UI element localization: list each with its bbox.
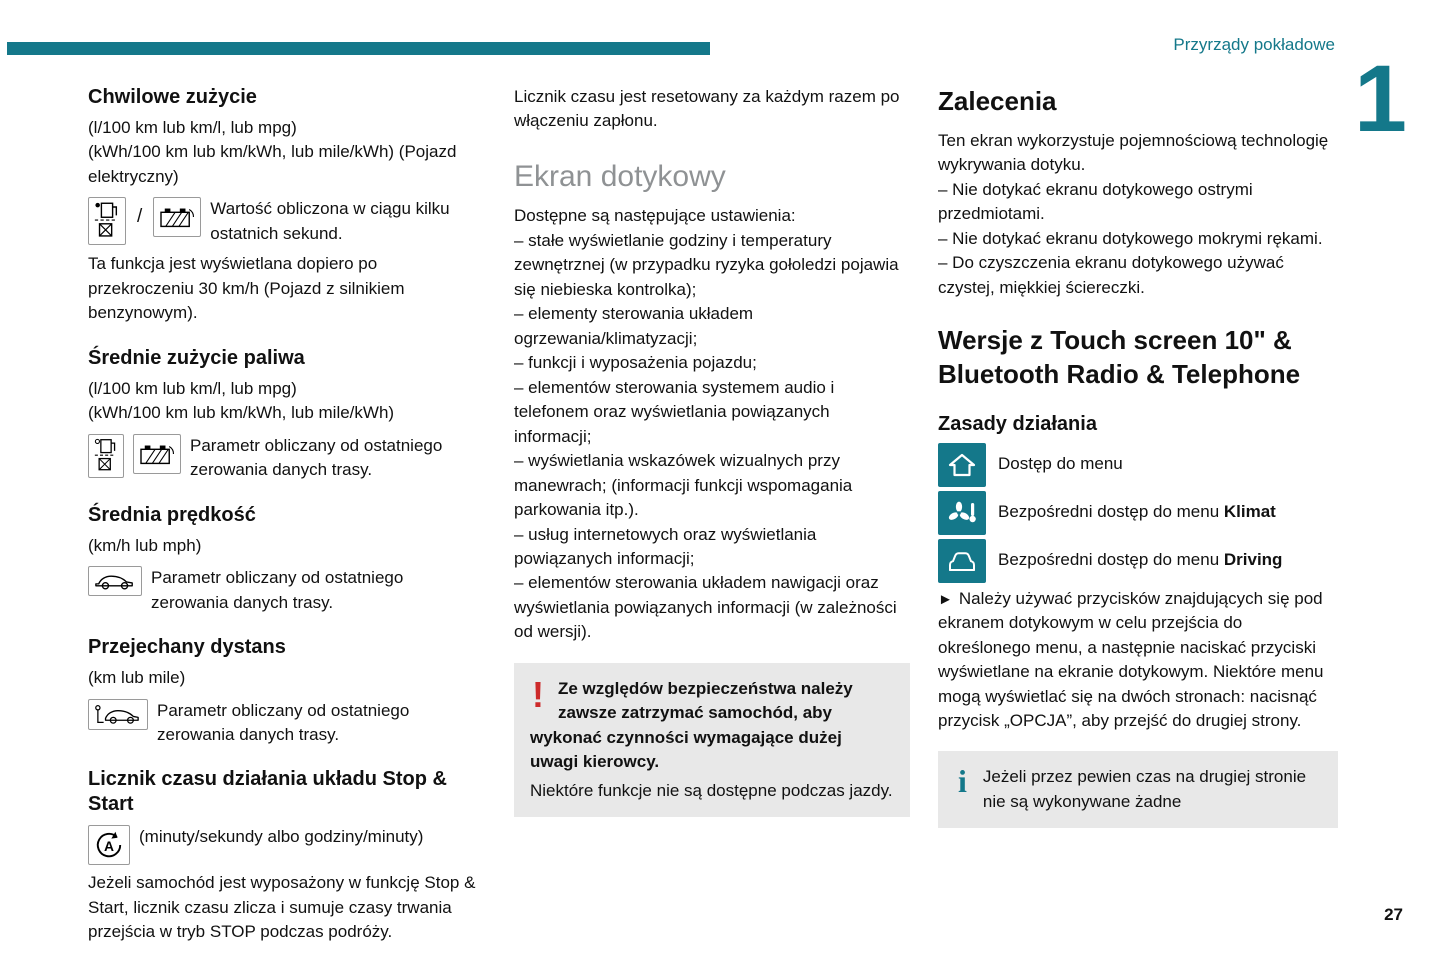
menu-driving-row (938, 539, 1338, 583)
heading-chwilowe-zuzycie: Chwilowe zużycie (88, 86, 257, 108)
battery-icon (153, 197, 201, 237)
bullet-item: – wyświetlania wskazówek wizualnych przy manewrach; (informacji funkcji wspomagania parkowania itp.). (514, 451, 853, 520)
home-icon (938, 443, 986, 487)
header-rule (7, 42, 710, 55)
svg-text:A: A (103, 838, 115, 855)
heading-srednie-zuzycie: Średnie zużycie paliwa (88, 346, 305, 369)
info-box (938, 751, 1338, 828)
pointer-icon: ► (938, 590, 953, 608)
pictogram-caption: Wartość obliczona w ciągu kilku ostatnich sekund. (210, 199, 450, 243)
paragraph: Dostępne są następujące ustawienia: (514, 206, 796, 226)
pictogram-caption: Parametr obliczany od ostatniego zerowania danych trasy. (151, 568, 404, 612)
heading-przejechany-dystans: Przejechany dystans (88, 636, 286, 659)
unit-line: (l/100 km lub km/l, lub mpg) (88, 378, 297, 398)
page-header-label: Przyrządy pokładowe (1173, 35, 1335, 54)
bullet-item: – Nie dotykać ekranu dotykowego ostrymi przedmiotami. (938, 179, 1253, 224)
page-number: 27 (1384, 905, 1403, 924)
bullet-item: – stałe wyświetlanie godziny i temperatury zewnętrznej (w przypadku ryzyka gołoledzi pojawia się niebieska kontrolka); (514, 230, 899, 299)
menu-row-bold: Klimat (1223, 502, 1276, 522)
pictogram-caption: Parametr obliczany od ostatniego zerowania danych trasy. (190, 435, 443, 480)
paragraph: Licznik czasu jest resetowany za każdym razem po włączeniu zapłonu. (514, 87, 900, 131)
pictogram-row (88, 566, 484, 615)
unit-line: (kWh/100 km lub km/kWh, lub mile/kWh) (88, 403, 395, 423)
column-left (88, 85, 484, 945)
procedure-text: Należy używać przycisków znajdujących się pod ekranem dotykowym w celu przejścia do określonego menu, a następnie naciskać przyciski wyświetlane na ekranie dotykowym. Niektóre menu mogą wyświetlać się na dwóch stronach: nacisnąć przycisk „OPCJA”, aby przejść do drugiej strony. (938, 588, 1324, 731)
info-icon: i (958, 763, 967, 800)
warning-box (514, 663, 910, 817)
warning-bold-text: Ze względów bezpieczeństwa należy zawsze zatrzymać samochód, aby wykonać czynności wymagające dużej uwagi kierowcy. (530, 678, 853, 772)
menu-row-label (998, 548, 1282, 572)
car-side-icon (88, 566, 142, 596)
paragraph: Ten ekran wykorzystuje pojemnościową technologię wykrywania dotyku. (938, 130, 1329, 175)
driving-car-icon (938, 539, 986, 583)
heading-zalecenia: Zalecenia (938, 86, 1057, 116)
heading-licznik-stop-start: Licznik czasu działania układu Stop & Start (88, 768, 447, 816)
fuel-pump-icon (88, 197, 126, 245)
paragraph: Ta funkcja jest wyświetlana dopiero po przekroczeniu 30 km/h (Pojazd z silnikiem benzynowym). (88, 254, 405, 323)
battery-icon (133, 434, 181, 474)
bullet-item: – elementy sterowania układem ogrzewania/klimatyzacji; (514, 304, 754, 348)
bullet-item: – usług internetowych oraz wyświetlania powiązanych informacji; (514, 524, 817, 568)
heading-srednia-predkosc: Średnia prędkość (88, 503, 256, 526)
car-distance-icon (88, 699, 148, 730)
unit-line: (l/100 km lub km/l, lub mpg) (88, 118, 297, 137)
menu-row-text: Bezpośredni dostęp do menu (998, 550, 1224, 570)
menu-climate-row (938, 491, 1338, 535)
fuel-pump-icon (88, 434, 124, 478)
menu-access-row (938, 443, 1338, 487)
chapter-number: 1 (1354, 46, 1407, 152)
unit-line: (km lub mile) (88, 668, 186, 688)
menu-row-text: Bezpośredni dostęp do menu (998, 502, 1224, 522)
slash-separator: / (137, 206, 143, 228)
menu-row-bold: Driving (1223, 550, 1283, 570)
heading-wersje-touchscreen: Wersje z Touch screen 10" & Bluetooth Radio & Telephone (938, 325, 1301, 389)
pictogram-caption: (minuty/sekundy albo godziny/minuty) (139, 827, 424, 847)
paragraph: Jeżeli samochód jest wyposażony w funkcję Stop & Start, licznik czasu zlicza i sumuje czasy trwania przejścia w tryb STOP podczas podróży. (88, 873, 476, 942)
heading-zasady-dzialania: Zasady działania (938, 412, 1097, 435)
heading-ekran-dotykowy: Ekran dotykowy (514, 159, 726, 193)
unit-line: (km/h lub mph) (88, 535, 202, 555)
stop-start-icon (88, 825, 130, 865)
pictogram-row (88, 434, 484, 483)
menu-row-label: Dostęp do menu (998, 454, 1123, 474)
procedure-paragraph (938, 587, 1338, 734)
warning-text: Niektóre funkcje nie są dostępne podczas jazdy. (530, 780, 893, 800)
bullet-item: – Nie dotykać ekranu dotykowego mokrymi rękami. (938, 228, 1323, 248)
warning-icon: ! (532, 673, 544, 715)
unit-line: (kWh/100 km lub km/kWh, lub mile/kWh) (Pojazd elektryczny) (88, 142, 457, 186)
column-middle (514, 85, 910, 817)
bullet-item: – elementów sterowania systemem audio i telefonem oraz wyświetlania powiązanych informacji; (514, 377, 835, 446)
climate-icon (938, 491, 986, 535)
column-right (938, 85, 1338, 828)
pictogram-caption: Parametr obliczany od ostatniego zerowania danych trasy. (157, 700, 410, 744)
pictogram-row (88, 825, 484, 865)
bullet-item: – Do czyszczenia ekranu dotykowego używać czystej, miękkiej ściereczki. (938, 253, 1284, 297)
bullet-item: – funkcji i wyposażenia pojazdu; (514, 353, 757, 373)
pictogram-row (88, 699, 484, 748)
bullet-item: – elementów sterowania układem nawigacji oraz wyświetlania powiązanych informacji (w zależności od wersji). (514, 573, 897, 642)
pictogram-row (88, 197, 484, 246)
info-text: Jeżeli przez pewien czas na drugiej stronie nie są wykonywane żadne (982, 767, 1307, 811)
menu-row-label (998, 500, 1276, 524)
